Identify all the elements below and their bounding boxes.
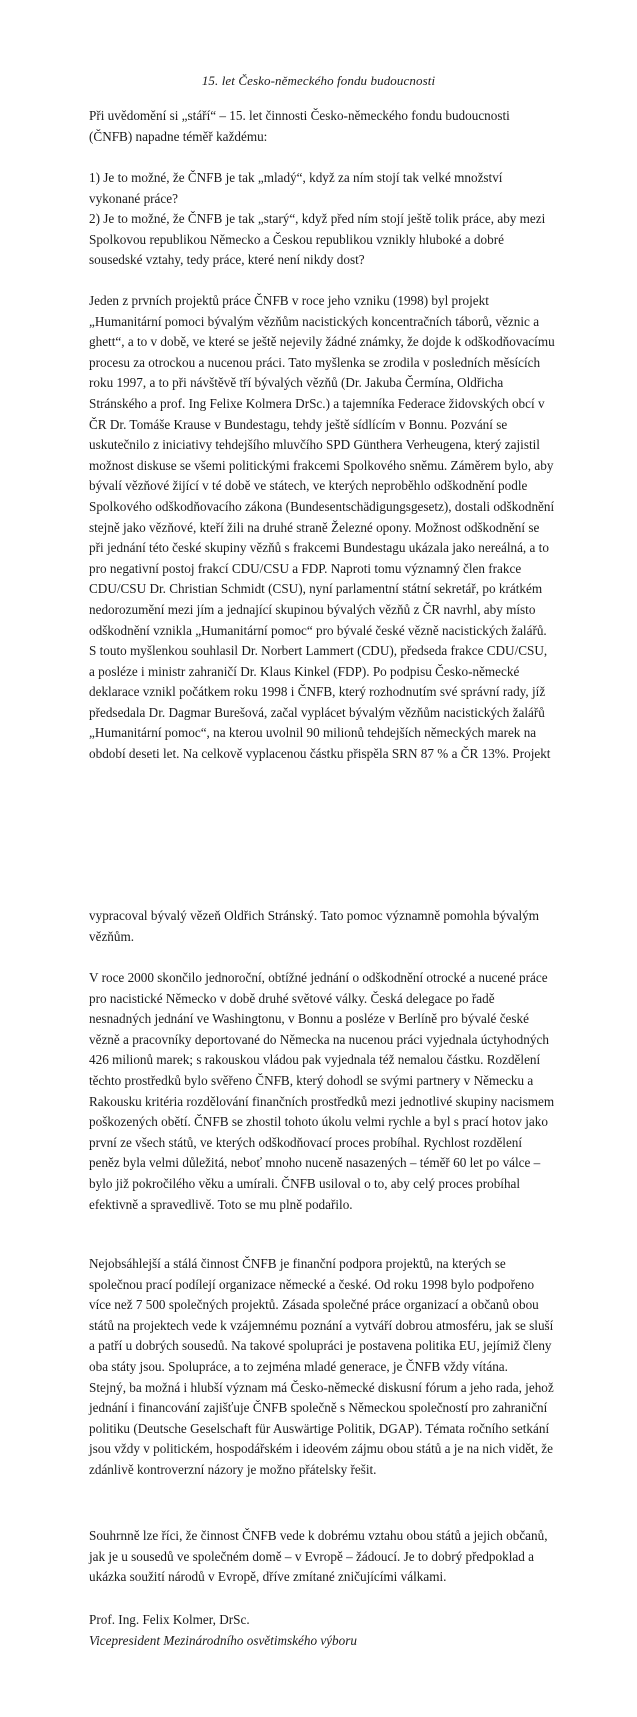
text-line: vězně a pracovníky deportované do Německa na nucenou práci vyjednala úctyhodných — [89, 1031, 549, 1047]
paragraph-compensation — [89, 968, 559, 1215]
text-line: CDU/CSU Dr. Christian Schmidt (CSU), nyní parlamentní státní sekretář, po krátkém — [89, 581, 543, 597]
text-line: jednání i financování zajišťuje ČNFB společně s Německou společností pro zahraniční — [89, 1400, 548, 1416]
text-line: poškozených obětí. ČNFB se zhostil tohoto úkolu velmi rychle a byl s prací hotov jako — [89, 1114, 548, 1130]
signature-block — [89, 1610, 559, 1651]
paragraph-summary — [89, 1526, 559, 1588]
document-title: 15. let Česko-německého fondu budoucnosti — [201, 73, 436, 88]
author-name: Prof. Ing. Felix Kolmer, DrSc. — [89, 1612, 250, 1627]
text-line: vězňům. — [89, 928, 135, 944]
question-2-line: sousedské vztahy, tedy práce, které není nikdy dost? — [89, 252, 365, 268]
text-line: nedorozumění mezi jím a jednající skupinou bývalých vězňů z ČR navrhl, aby místo — [89, 601, 536, 617]
text-line: ČR Dr. Tomáše Krause v Bundestagu, tehdy ještě sídlícím v Bonnu. Pozvání se — [89, 416, 508, 432]
text-line: S touto myšlenkou souhlasil Dr. Norbert Lammert (CDU), předseda frakce CDU/CSU, — [89, 643, 548, 659]
text-line: peněz byla velmi důležitá, neboť mnoho nuceně nasazených – téměř 60 let po válce – — [89, 1155, 541, 1171]
text-line: 426 milionů marek; s rakouskou vládou pak vyjednala též nemalou částku. Rozdělení — [89, 1052, 541, 1068]
question-1-line: 1) Je to možné, že ČNFB je tak „mladý“, když za ním stojí tak velké množství — [89, 170, 503, 185]
text-line: Nejobsáhlejší a stálá činnost ČNFB je finanční podpora projektů, na kterých se — [89, 1256, 506, 1271]
text-line: států na projektech vede k vzájemnému poznání a vytváří dobrou atmosféru, jak se sluší — [89, 1317, 554, 1333]
text-line: pro negativní postoj frakcí CDU/CSU a FDP. Naproti tomu významný člen frakce — [89, 560, 522, 576]
text-line: efektivně a spravedlivě. Toto se mu plně podařilo. — [89, 1196, 353, 1212]
text-line: oba státy jsou. Spolupráce, a to zejména mladé generace, je ČNFB vždy vítána. — [89, 1358, 508, 1374]
text-line: (ČNFB) napadne téměř každému: — [89, 128, 268, 144]
text-line: procesu za otrockou a nucenou práci. Tato myšlenka se zrodila v posledních měsících — [89, 354, 541, 370]
text-line: předsedala Dr. Dagmar Burešová, začal vyplácet bývalým vězňům nacistických žalářů — [89, 704, 545, 720]
text-line: při jednání této české skupiny vězňů s frakcemi Bundestagu ukázala jako nereálná, a to — [89, 540, 549, 556]
intro-paragraph — [89, 106, 559, 147]
text-line: těchto prostředků bylo svěřeno ČNFB, který dohodl se svými partnery v Německu a — [89, 1072, 534, 1088]
text-line: deklarace vznikl počátkem roku 1998 i ČNFB, který rozhodnutím své správní rady, jíž — [89, 684, 546, 700]
text-line: první ze všech států, ve kterých odškodňovací proces probíhal. Rychlost rozdělení — [89, 1134, 523, 1150]
text-line: jsou vždy v politickém, hospodářském i ideovém zájmu obou států a je na nich vidět, že — [89, 1441, 554, 1457]
text-line: Stránského a prof. Ing Felixe Kolmera DrSc.) a tajemníka Federace židovských obcí v — [89, 395, 545, 411]
text-line: zdánlivě kontroverzní názory je možno přátelsky řešit. — [89, 1461, 377, 1477]
text-line: společnou prací podílejí organizace německé a české. Od roku 1998 bylo podpořeno — [89, 1276, 535, 1292]
paragraph-humanitarian-aid-continued — [89, 906, 559, 947]
text-line: politiku (Deutsche Geselschaft für Auswärtige Politik, DGAP). Témata ročního setkání — [89, 1420, 550, 1436]
text-line: Rakousku kritéria rozdělování finančních prostředků mezi jednotlivé skupiny nacismem — [89, 1093, 555, 1109]
text-line: ukázka soužití národů v Evropě, dříve zmítané zničujícími válkami. — [89, 1569, 447, 1585]
text-line: a posléze i ministr zahraničí Dr. Klaus Kinkel (FDP). Po podpisu Česko-německé — [89, 663, 520, 679]
question-1-line: vykonané práce? — [89, 190, 178, 206]
text-line: „Humanitární pomoci bývalým vězňům nacistických koncentračních táborů, věznic a — [89, 313, 540, 329]
text-line: roku 1997, a to při návštěvě tří bývalých vězňů (Dr. Jakuba Čermína, Oldřicha — [89, 375, 504, 391]
paragraph-project-support — [89, 1254, 559, 1481]
text-line: Stejný, ba možná i hlubší význam má Česko-německé diskusní fórum a jeho rada, jehož — [89, 1379, 554, 1395]
text-line: stejně jako vězňové, kteří žili na druhé straně Železné opony. Možnost odškodnění se — [89, 519, 540, 535]
text-line: bývalí vězňové žijící v té době ve státech, ve kterých neproběhlo odškodnění podle — [89, 478, 528, 494]
text-line: ghett“, a to v době, ve které se ještě nejevily žádné známky, že dojde k odškodňovacímu — [89, 334, 555, 350]
text-line: V roce 2000 skončilo jednoroční, obtížné jednání o odškodnění otrocké a nucené práce — [89, 970, 548, 985]
text-line: uskutečnilo z iniciativy tehdejšího mluvčího SPD Günthera Verheugena, který zajistil — [89, 437, 540, 453]
text-line: „Humanitární pomoc“, na kterou uvolnil 90 milionů tehdejších německých marek na — [89, 725, 537, 741]
text-line: Při uvědomění si „stáří“ – 15. let činnosti Česko-německého fondu budoucnosti — [89, 108, 510, 123]
text-line: vypracoval bývalý vězeň Oldřich Stránský. Tato pomoc významně pomohla bývalým — [89, 908, 540, 923]
text-line: nesnadných jednání ve Washingtonu, v Bonnu a posléze v Berlíně pro bývalé české — [89, 1011, 529, 1027]
text-line: a patří u dobrých sousedů. Na takové spolupráci je postavena politika EU, jejímiž členy — [89, 1338, 552, 1354]
text-line: Jeden z prvních projektů práce ČNFB v roce jeho vzniku (1998) byl projekt — [89, 293, 489, 308]
text-line: bylo již pokročilého věku a umírali. ČNFB usiloval o to, aby celý proces probíhal — [89, 1175, 521, 1191]
text-line: více než 7 500 společných projektů. Zásada společné práce organizací a občanů obou — [89, 1297, 539, 1313]
questions-list — [89, 168, 559, 271]
text-line: Souhrnně lze říci, že činnost ČNFB vede k dobrému vztahu obou států a jejich občanů, — [89, 1528, 548, 1543]
author-role: Vicepresident Mezinárodního osvětimského výboru — [89, 1632, 357, 1648]
text-line: pro nacistické Německo v době druhé světové války. Česká delegace po řadě — [89, 990, 495, 1006]
text-line: Spolkového odškodňovacího zákona (Bundesentschädigungsgesetz), dostali odškodnění — [89, 498, 555, 514]
paragraph-humanitarian-aid — [89, 291, 559, 765]
question-2-line: 2) Je to možné, že ČNFB je tak „starý“, když před ním stojí ještě tolik práce, aby mezi — [89, 211, 546, 227]
text-line: jak je u sousedů ve společném domě – v Evropě – žádoucí. Je to dobrý předpoklad a — [89, 1548, 534, 1564]
text-line: období deseti let. Na celkově vyplacenou částku přispěla SRN 87 % a ČR 13%. Projekt — [89, 746, 551, 762]
text-line: odškodnění vznikla „Humanitární pomoc“ pro bývalé české vězně nacistických žalářů. — [89, 622, 547, 638]
text-line: možnost diskuse se všemi politickými frakcemi Spolkového sněmu. Záměrem bylo, aby — [89, 457, 554, 473]
question-2-line: Spolkovou republikou Německo a Českou republikou vznikly hluboké a dobré — [89, 231, 504, 247]
